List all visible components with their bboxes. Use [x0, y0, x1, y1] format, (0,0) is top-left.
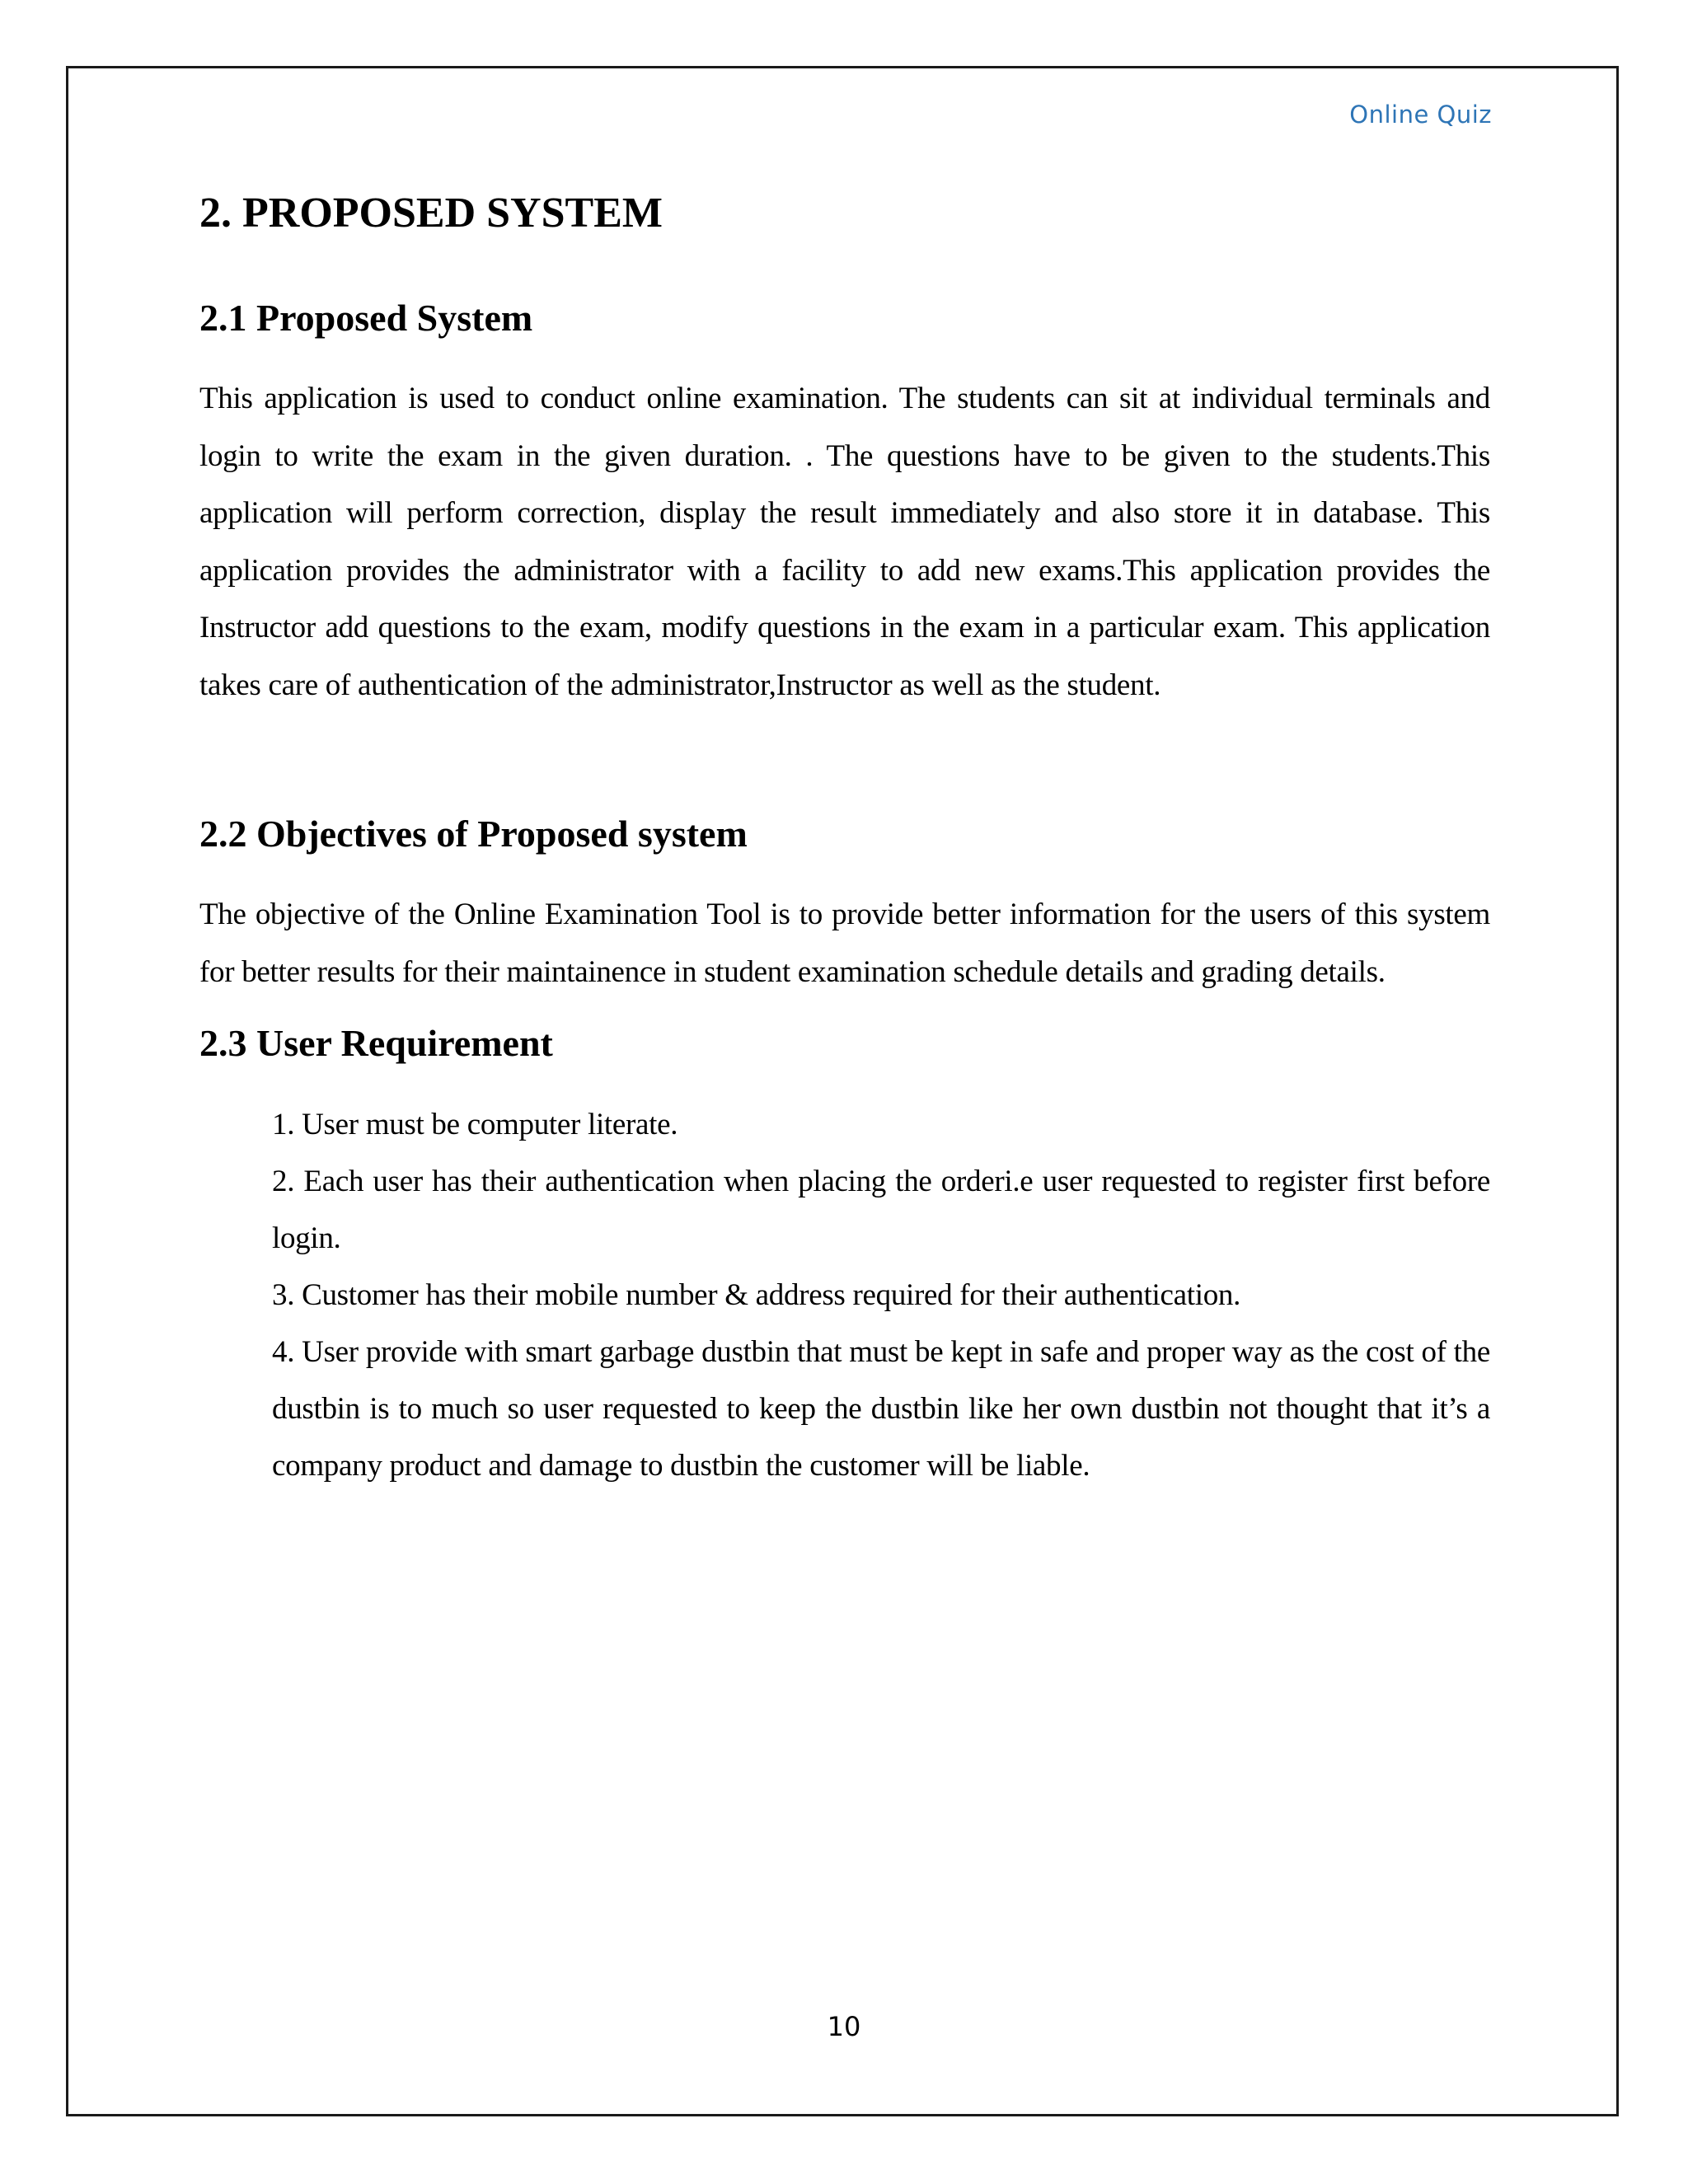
chapter-title: 2. PROPOSED SYSTEM — [199, 190, 663, 237]
section-paragraph-objectives: The objective of the Online Examination Tool is to provide better information for the users of this system for better results for their maintainence in student examination schedule details and grading details. — [199, 898, 1490, 989]
document-body — [199, 188, 1490, 1494]
requirements-list — [199, 1096, 1490, 1494]
requirement-item: 4. User provide with smart garbage dustbin that must be kept in safe and proper way as the cost of the dustbin is to much so user requested to keep the dustbin like her own dustbin not thought that it’s a company product and damage to dustbin the customer will be liable. — [272, 1334, 1490, 1483]
requirement-item: 3. Customer has their mobile number & address required for their authentication. — [272, 1277, 1241, 1312]
section-title-user-requirement: 2.3 User Requirement — [199, 1022, 553, 1065]
section-title-objectives: 2.2 Objectives of Proposed system — [199, 813, 748, 855]
section-paragraph-proposed-system: This application is used to conduct online examination. The students can sit at individual terminals and login to write the exam in the given duration. . The questions have to be given to the students.This application will perform correction, display the result immediately and also store it in database. This application provides the administrator with a facility to add new exams.This application provides the Instructor add questions to the exam, modify questions in the exam in a particular exam. This application takes care of authentication of the administrator,Instructor as well as the student. — [199, 382, 1490, 702]
section-title-proposed-system: 2.1 Proposed System — [199, 297, 533, 339]
running-header: Online Quiz — [1349, 101, 1492, 129]
requirement-item: 1. User must be computer literate. — [272, 1107, 678, 1141]
page-number: 10 — [827, 2011, 861, 2042]
requirement-item: 2. Each user has their authentication when placing the orderi.e user requested to register first before login. — [272, 1164, 1490, 1255]
